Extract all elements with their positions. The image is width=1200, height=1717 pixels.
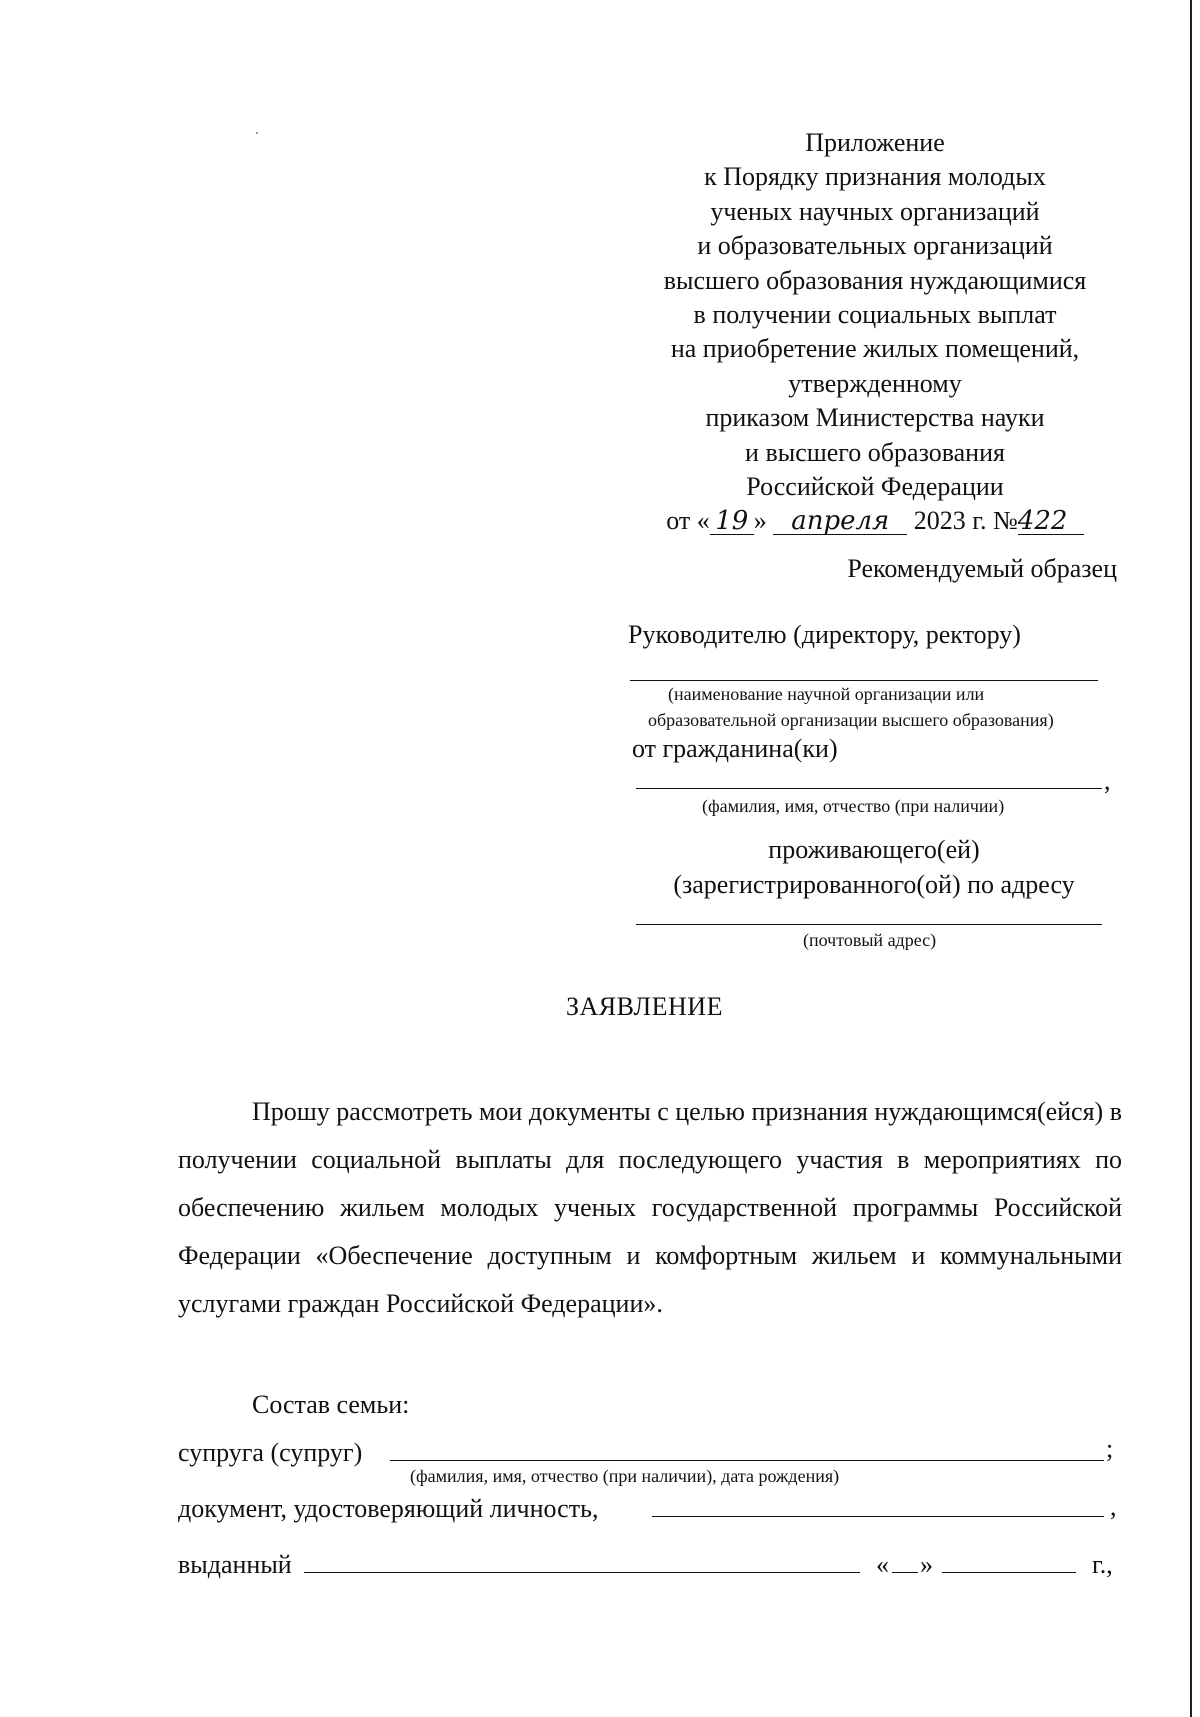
appendix-line: Российской Федерации bbox=[746, 472, 1004, 502]
handwritten-month: апреля bbox=[773, 508, 907, 535]
issued-month-field[interactable] bbox=[942, 1572, 1076, 1573]
addressee-head: Руководителю (директору, ректору) bbox=[628, 620, 1021, 649]
org-note-line1: (наименование научной организации или bbox=[668, 684, 985, 704]
appendix-line: в получении социальных выплат bbox=[693, 300, 1057, 330]
citizen-name-field[interactable] bbox=[636, 788, 1102, 789]
id-document-field[interactable] bbox=[652, 1516, 1104, 1517]
statement-paragraph: Прошу рассмотреть мои документы с целью признания нуждающимся(ейся) в получении социальной выплаты для последующего участия в мероприятиях по обеспечению жильем молодых ученых государственной программы Российской Федерации «Обеспечение доступным и комфортным жильем и коммунальными услугами граждан Российской Федерации». bbox=[178, 1097, 1122, 1318]
residence-label bbox=[636, 832, 1112, 902]
quote-close: » bbox=[753, 506, 767, 536]
appendix-line: на приобретение жилых помещений, bbox=[670, 334, 1080, 364]
scan-speck bbox=[256, 132, 258, 134]
name-note: (фамилия, имя, отчество (при наличии) bbox=[702, 796, 1005, 816]
issued-by-label: выданный bbox=[178, 1550, 292, 1579]
year-number-label: 2023 г. № bbox=[913, 506, 1018, 536]
from-citizen-label: от гражданина(ки) bbox=[632, 734, 838, 763]
residence-line1: проживающего(ей) bbox=[768, 835, 980, 864]
appendix-line: высшего образования нуждающимися bbox=[663, 265, 1087, 295]
recommended-sample-label: Рекомендуемый образец bbox=[847, 554, 1117, 583]
spouse-label: супруга (супруг) bbox=[178, 1438, 363, 1467]
issued-quote-close: » bbox=[920, 1550, 933, 1579]
id-document-end: , bbox=[1110, 1492, 1117, 1521]
id-document-label: документ, удостоверяющий личность, bbox=[178, 1494, 599, 1523]
org-name-field[interactable] bbox=[630, 680, 1098, 681]
residence-line2: (зарегистрированного(ой) по адресу bbox=[673, 870, 1075, 899]
document-title: ЗАЯВЛЕНИЕ bbox=[566, 992, 723, 1021]
org-note-line2: образовательной организации высшего образования) bbox=[648, 710, 1054, 730]
handwritten-order-number: 422 bbox=[1018, 508, 1084, 535]
issued-by-field[interactable] bbox=[304, 1572, 860, 1573]
appendix-line: ученых научных организаций bbox=[710, 196, 1040, 226]
date-prefix: от « bbox=[666, 506, 710, 536]
appendix-line: Приложение bbox=[805, 128, 945, 157]
appendix-line: приказом Министерства науки bbox=[705, 403, 1045, 433]
address-note: (почтовый адрес) bbox=[803, 930, 937, 950]
spouse-field[interactable] bbox=[390, 1460, 1104, 1461]
spouse-note: (фамилия, имя, отчество (при наличии), дата рождения) bbox=[410, 1466, 840, 1486]
address-field[interactable] bbox=[636, 924, 1102, 925]
issued-quote-open: « bbox=[876, 1550, 889, 1579]
issued-year-suffix: г., bbox=[1092, 1550, 1113, 1579]
appendix-line: к Порядку признания молодых bbox=[704, 162, 1046, 192]
issued-day-field[interactable] bbox=[892, 1572, 918, 1573]
appendix-line: утвержденному bbox=[788, 368, 962, 398]
handwritten-day: 19 bbox=[710, 508, 754, 535]
spouse-end: ; bbox=[1106, 1434, 1114, 1463]
order-date-line bbox=[630, 504, 1120, 538]
appendix-block bbox=[630, 126, 1120, 539]
scan-edge bbox=[1190, 0, 1192, 1717]
family-heading: Состав семьи: bbox=[252, 1390, 410, 1419]
statement-body bbox=[178, 1088, 1122, 1328]
appendix-line: и высшего образования bbox=[745, 437, 1005, 467]
appendix-line: и образовательных организаций bbox=[697, 231, 1053, 261]
comma: , bbox=[1104, 766, 1111, 795]
